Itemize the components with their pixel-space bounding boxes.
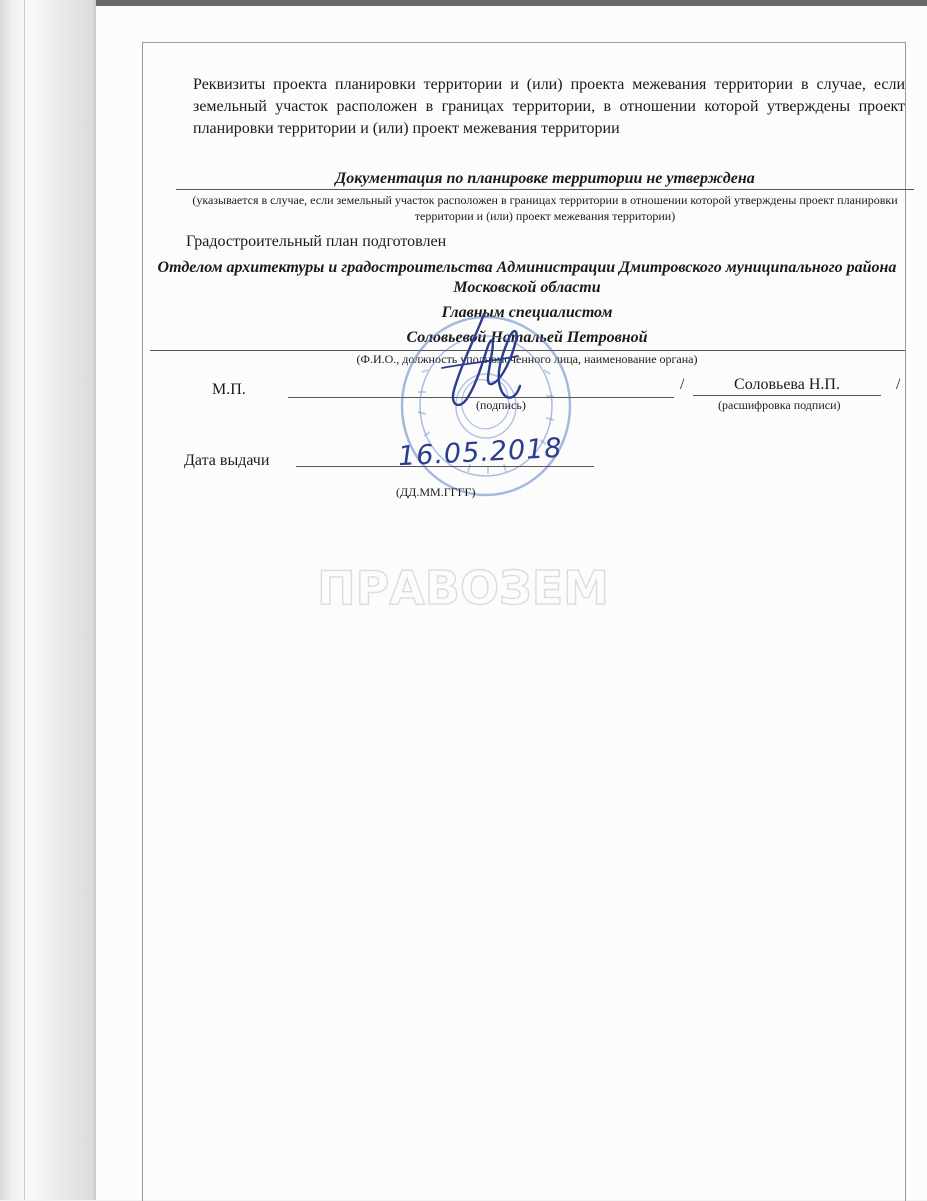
signer-decoded-caption: (расшифровка подписи) [718, 398, 841, 412]
watermark [317, 560, 609, 615]
handwritten-signature [432, 306, 524, 418]
stamp-place-label: М.П. [212, 381, 246, 398]
official-position: Главным специалистом [441, 304, 613, 321]
preparing-organization: Отделом архитектуры и градостроительства Администрации Дмитровского муниципального района Московской области [157, 259, 897, 296]
plan-prepared-label: Градостроительный план подготовлен [186, 233, 447, 250]
issue-date-handwritten: 16.05.2018 [397, 432, 564, 473]
issue-date-format: (ДД.ММ.ГГГГ) [396, 485, 476, 499]
official-caption: (Ф.И.О., должность уполномоченного лица, наименование органа) [356, 352, 698, 366]
signer-decoded-name: Соловьева Н.П. [693, 376, 881, 396]
signature-caption: (подпись) [476, 398, 526, 412]
project-requisites-intro: Реквизиты проекта планировки территории и (или) проекта межевания территории в случае, если земельный участок расположен в границах территории, в отношении которой утверждены проект планировки территории и (или) проект межевания территории [193, 76, 905, 137]
issue-date-label: Дата выдачи [184, 452, 270, 469]
official-name: Соловьевой Натальей Петровной [406, 329, 648, 346]
planning-documentation-note: (указывается в случае, если земельный участок расположен в границах территории в отношении которой утверждены проект планировки территории и (или) проект межевания территории) [192, 193, 898, 223]
slash-separator-end: / [896, 376, 901, 393]
svg-text:ПРАВОЗЕМ: ПРАВОЗЕМ [317, 561, 609, 615]
slash-separator: / [680, 376, 685, 393]
planning-documentation-status: Документация по планировке территории не утверждена [176, 170, 914, 190]
document-binding-edge [0, 0, 96, 1200]
